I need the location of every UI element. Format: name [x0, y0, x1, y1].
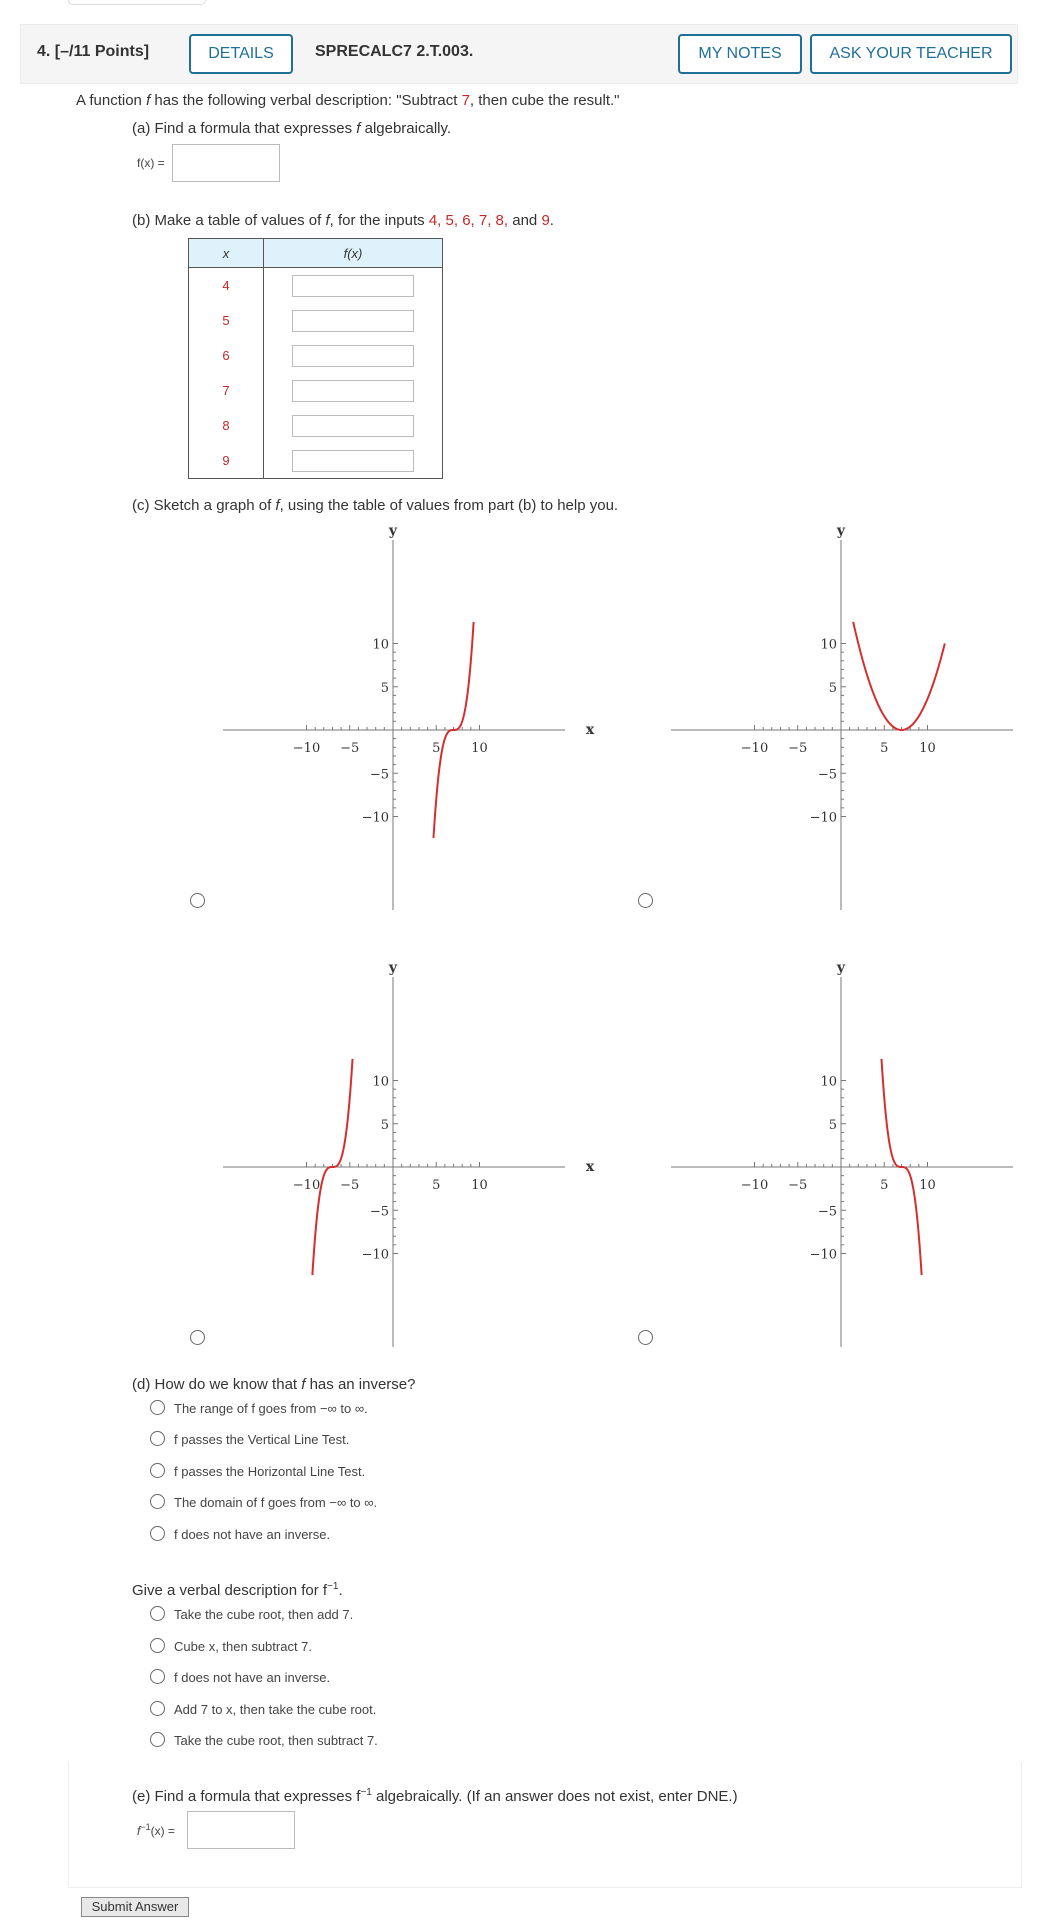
y-axis-label: y [836, 523, 846, 539]
x-tick-label: −5 [788, 741, 808, 756]
part-d-prompt: (d) How do we know that f has an inverse? [132, 1376, 416, 1393]
radio-button[interactable] [150, 1669, 165, 1684]
x-tick-label: 10 [471, 1178, 488, 1193]
part-e-answer-input[interactable] [187, 1811, 295, 1849]
x-tick-label: 10 [919, 1178, 936, 1193]
graph-option-1 [205, 520, 605, 910]
question-number: 4. [–/11 Points] [37, 43, 150, 60]
ask-your-teacher-button[interactable]: ASK YOUR TEACHER [810, 34, 1012, 74]
y-tick-label: −10 [809, 1247, 837, 1263]
x-axis-label: x [585, 722, 595, 738]
col-header-x: x [189, 239, 264, 268]
y-tick-label: 10 [372, 1074, 389, 1090]
graph-option-3-radio[interactable] [190, 1330, 205, 1345]
x-tick-label: −10 [292, 741, 321, 756]
y-tick-label: 10 [820, 1074, 837, 1090]
radio-button[interactable] [150, 1638, 165, 1653]
table-row [189, 408, 443, 443]
radio-button[interactable] [150, 1400, 165, 1415]
table-row [189, 373, 443, 408]
radio-button[interactable] [150, 1606, 165, 1621]
graph-option-2-radio[interactable] [638, 893, 653, 908]
radio-button[interactable] [150, 1431, 165, 1446]
y-axis-label: y [836, 960, 846, 976]
graph-option-4-radio[interactable] [638, 1330, 653, 1345]
x-value: 4 [189, 268, 264, 304]
part-a-answer-label: f(x) = [137, 156, 165, 170]
part-c-prompt: (c) Sketch a graph of f, using the table of values from part (b) to help you. [132, 497, 619, 514]
radio-button[interactable] [150, 1732, 165, 1747]
x-tick-label: 5 [880, 1178, 889, 1193]
problem-code: SPRECALC7 2.T.003. [315, 43, 474, 60]
part-e-answer-label: $f^{-1}(x)$ = [137, 1822, 175, 1838]
y-tick-label: −5 [817, 1204, 837, 1220]
function-curve [853, 622, 945, 730]
problem-description: A function f has the following verbal description: "Subtract 7, then cube the result." [76, 92, 620, 109]
x-tick-label: 5 [432, 1178, 441, 1193]
y-tick-label: −5 [817, 767, 837, 783]
y-tick-label: −10 [361, 1247, 389, 1263]
y-tick-label: −10 [361, 810, 389, 826]
y-axis-label: y [388, 523, 398, 539]
fx-input[interactable] [292, 450, 414, 472]
radio-button[interactable] [150, 1494, 165, 1509]
fx-input[interactable] [292, 275, 414, 297]
y-tick-label: 5 [380, 680, 389, 696]
table-row [189, 443, 443, 479]
part-b-prompt: (b) Make a table of values of f, for the inputs 4, 5, 6, 7, 8, and 9. [132, 212, 554, 229]
fx-input[interactable] [292, 310, 414, 332]
x-tick-label: −5 [788, 1178, 808, 1193]
x-tick-label: −5 [340, 1178, 360, 1193]
col-header-fx: f(x) [264, 239, 443, 268]
part-a-answer-input[interactable] [172, 144, 280, 182]
fx-input[interactable] [292, 380, 414, 402]
y-tick-label: −10 [809, 810, 837, 826]
x-tick-label: 5 [880, 741, 889, 756]
radio-button[interactable] [150, 1463, 165, 1478]
values-table [188, 238, 443, 479]
y-tick-label: −5 [369, 1204, 389, 1220]
part-a-prompt: (a) Find a formula that expresses f algebraically. [132, 120, 452, 137]
my-notes-button[interactable]: MY NOTES [678, 34, 802, 74]
x-tick-label: 10 [919, 741, 936, 756]
table-row [189, 303, 443, 338]
x-value: 6 [189, 338, 264, 373]
graph-option-3 [205, 957, 605, 1347]
x-tick-label: 5 [432, 741, 441, 756]
x-tick-label: 10 [471, 741, 488, 756]
radio-button[interactable] [150, 1701, 165, 1716]
x-tick-label: −10 [292, 1178, 321, 1193]
graph-option-2 [653, 520, 1038, 910]
details-button[interactable]: DETAILS [189, 34, 293, 74]
x-tick-label: −5 [340, 741, 360, 756]
verbal-description-prompt: Give a verbal description for $f^{-1}$. [132, 1581, 343, 1599]
x-value: 5 [189, 303, 264, 338]
radio-button[interactable] [150, 1526, 165, 1541]
table-row [189, 268, 443, 304]
y-tick-label: 10 [820, 637, 837, 653]
graph-option-1-radio[interactable] [190, 893, 205, 908]
x-value: 7 [189, 373, 264, 408]
y-tick-label: −5 [369, 767, 389, 783]
y-tick-label: 10 [372, 637, 389, 653]
x-value: 9 [189, 443, 264, 479]
y-tick-label: 5 [380, 1117, 389, 1133]
top-tab-stub [68, 0, 206, 5]
x-value: 8 [189, 408, 264, 443]
x-axis-label: x [585, 1159, 595, 1175]
y-tick-label: 5 [828, 1117, 837, 1133]
table-row [189, 338, 443, 373]
y-axis-label: y [388, 960, 398, 976]
part-e-prompt: (e) Find a formula that expresses $f^{-1}$ algebraically. (If an answer does not exist, enter DNE.) [132, 1787, 738, 1805]
x-tick-label: −10 [740, 1178, 769, 1193]
graph-option-4 [653, 957, 1038, 1347]
x-tick-label: −10 [740, 741, 769, 756]
submit-answer-button[interactable]: Submit Answer [81, 1897, 189, 1917]
fx-input[interactable] [292, 415, 414, 437]
question-header [20, 24, 1018, 84]
y-tick-label: 5 [828, 680, 837, 696]
fx-input[interactable] [292, 345, 414, 367]
